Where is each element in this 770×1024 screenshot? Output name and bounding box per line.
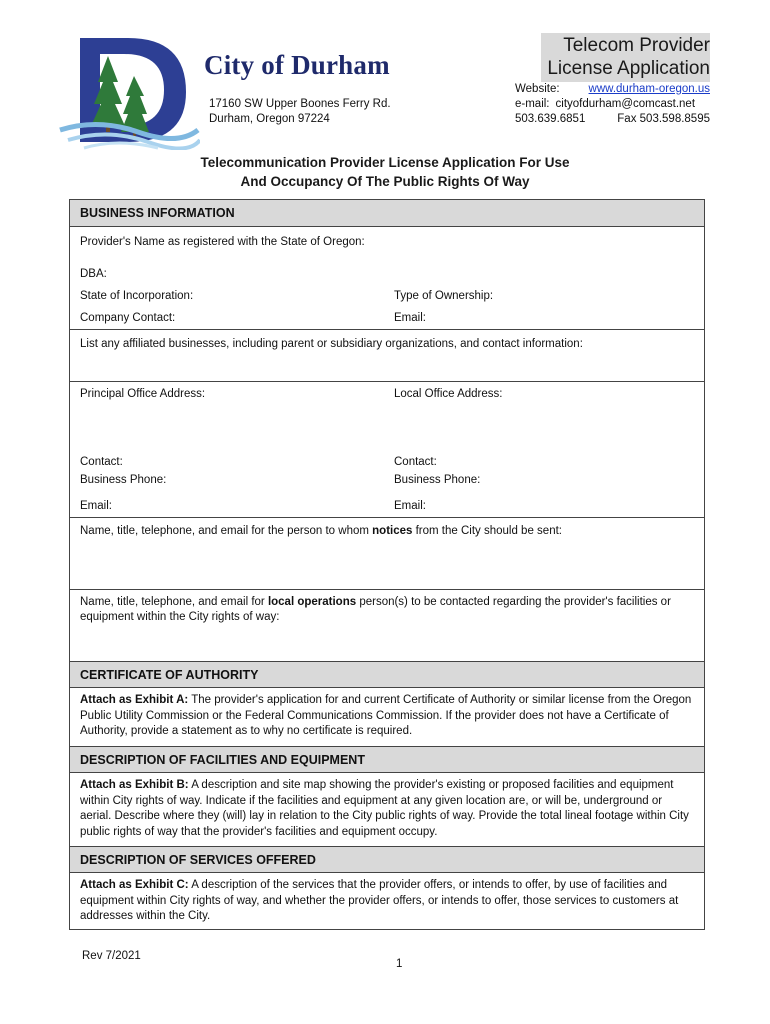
city-address	[209, 97, 391, 127]
services-heading: DESCRIPTION OF SERVICES OFFERED	[70, 846, 704, 873]
revision-date: Rev 7/2021	[82, 950, 141, 962]
business-info-heading: BUSINESS INFORMATION	[70, 200, 704, 227]
local-email-field[interactable]	[380, 499, 694, 517]
facilities-heading: DESCRIPTION OF FACILITIES AND EQUIPMENT	[70, 746, 704, 773]
company-contact-field[interactable]	[80, 311, 380, 329]
email-label: e-mail:	[515, 98, 550, 110]
state-incorporation-field[interactable]	[80, 289, 380, 307]
exhibit-a-label: Attach as Exhibit A:	[80, 694, 189, 706]
local-ops-label-pre: Name, title, telephone, and email for	[80, 596, 268, 608]
certificate-instructions	[70, 688, 704, 746]
notices-contact-field[interactable]	[70, 517, 704, 589]
document-title-line-2: And Occupancy Of The Public Rights Of Way	[240, 174, 530, 189]
principal-phone-label: Business Phone:	[80, 474, 167, 486]
local-phone-field[interactable]	[380, 473, 694, 495]
notices-label-post: from the City should be sent:	[412, 525, 562, 537]
local-contact-field[interactable]	[380, 455, 694, 473]
exhibit-b-text: A description and site map showing the provider's existing or proposed facilities and equipment within City rights of way. Indicate if the facilities and equipment at any given location are, or will be, underground or aerial. Describe where they (will) lay in relation to the City public rights of way. Provide the total lineal footage within City public rights of way that the provider's facilities and equipment occupy.	[80, 779, 689, 838]
affiliated-businesses-field[interactable]	[70, 329, 704, 381]
principal-phone-field[interactable]	[80, 473, 380, 495]
local-operations-contact-field[interactable]	[70, 589, 704, 661]
affiliated-businesses-label: List any affiliated businesses, including parent or subsidiary organizations, and contact information:	[80, 338, 583, 350]
providers-name-label: Provider's Name as registered with the State of Oregon:	[80, 236, 365, 248]
type-ownership-label: Type of Ownership:	[394, 290, 494, 302]
form-title-line-1: Telecom Provider	[563, 35, 710, 56]
city-fax: Fax 503.598.8595	[617, 113, 710, 125]
page-number: 1	[396, 958, 403, 970]
exhibit-c-label: Attach as Exhibit C:	[80, 879, 189, 891]
company-email-label: Email:	[394, 312, 426, 324]
city-name: City of Durham	[204, 50, 390, 80]
principal-office-field[interactable]	[80, 387, 380, 402]
address-line-2: Durham, Oregon 97224	[209, 113, 330, 125]
city-email: cityofdurham@comcast.net	[555, 98, 696, 110]
local-ops-label-bold: local operations	[267, 596, 357, 608]
company-contact-label: Company Contact:	[80, 312, 176, 324]
local-ops-label-post: person(s) to be contacted regarding the provider's facilities or equipment within the City rights of way:	[80, 596, 671, 623]
local-office-label: Local Office Address:	[394, 388, 503, 400]
dba-label: DBA:	[80, 268, 107, 280]
facilities-instructions	[70, 773, 704, 846]
state-incorporation-label: State of Incorporation:	[80, 290, 194, 302]
notices-label-pre: Name, title, telephone, and email for the person to whom	[80, 525, 373, 537]
address-line-1: 17160 SW Upper Boones Ferry Rd.	[209, 98, 391, 110]
city-phone: 503.639.6851	[515, 113, 586, 125]
city-logo	[58, 34, 200, 150]
city-contact-info	[515, 82, 710, 127]
document-title	[0, 153, 770, 191]
providers-name-field[interactable]	[70, 227, 704, 263]
application-form	[69, 199, 705, 930]
website-link[interactable]: www.durham-oregon.us	[588, 83, 710, 95]
dba-field[interactable]	[70, 263, 704, 285]
local-phone-label: Business Phone:	[394, 474, 481, 486]
form-title-line-2: License Application	[547, 58, 710, 79]
principal-email-field[interactable]	[80, 499, 380, 517]
company-email-field[interactable]	[380, 311, 694, 329]
certificate-heading: CERTIFICATE OF AUTHORITY	[70, 661, 704, 688]
form-title	[541, 33, 710, 82]
local-contact-label: Contact:	[394, 456, 437, 468]
document-title-line-1: Telecommunication Provider License Application For Use	[200, 155, 570, 170]
exhibit-b-label: Attach as Exhibit B:	[80, 779, 189, 791]
principal-contact-field[interactable]	[80, 455, 380, 473]
exhibit-c-text: A description of the services that the provider offers, or intends to offer, by use of facilities and equipment within City rights of way, and whether the provider offers, or intends to offer, those services to customers at addresses within the City.	[80, 879, 679, 922]
services-instructions	[70, 873, 704, 929]
exhibit-a-text: The provider's application for and current Certificate of Authority or similar license from the Oregon Public Utility Commission or the Federal Communications Commission. If the provider does not have a Certificate of Authority, provide a statement as to why no certificate is required.	[80, 694, 692, 737]
website-label: Website:	[515, 83, 560, 95]
type-ownership-field[interactable]	[380, 289, 694, 307]
principal-contact-label: Contact:	[80, 456, 123, 468]
principal-email-label: Email:	[80, 500, 112, 512]
principal-office-label: Principal Office Address:	[80, 388, 206, 400]
notices-label-bold: notices	[372, 525, 413, 537]
local-email-label: Email:	[394, 500, 426, 512]
local-office-field[interactable]	[380, 387, 694, 402]
